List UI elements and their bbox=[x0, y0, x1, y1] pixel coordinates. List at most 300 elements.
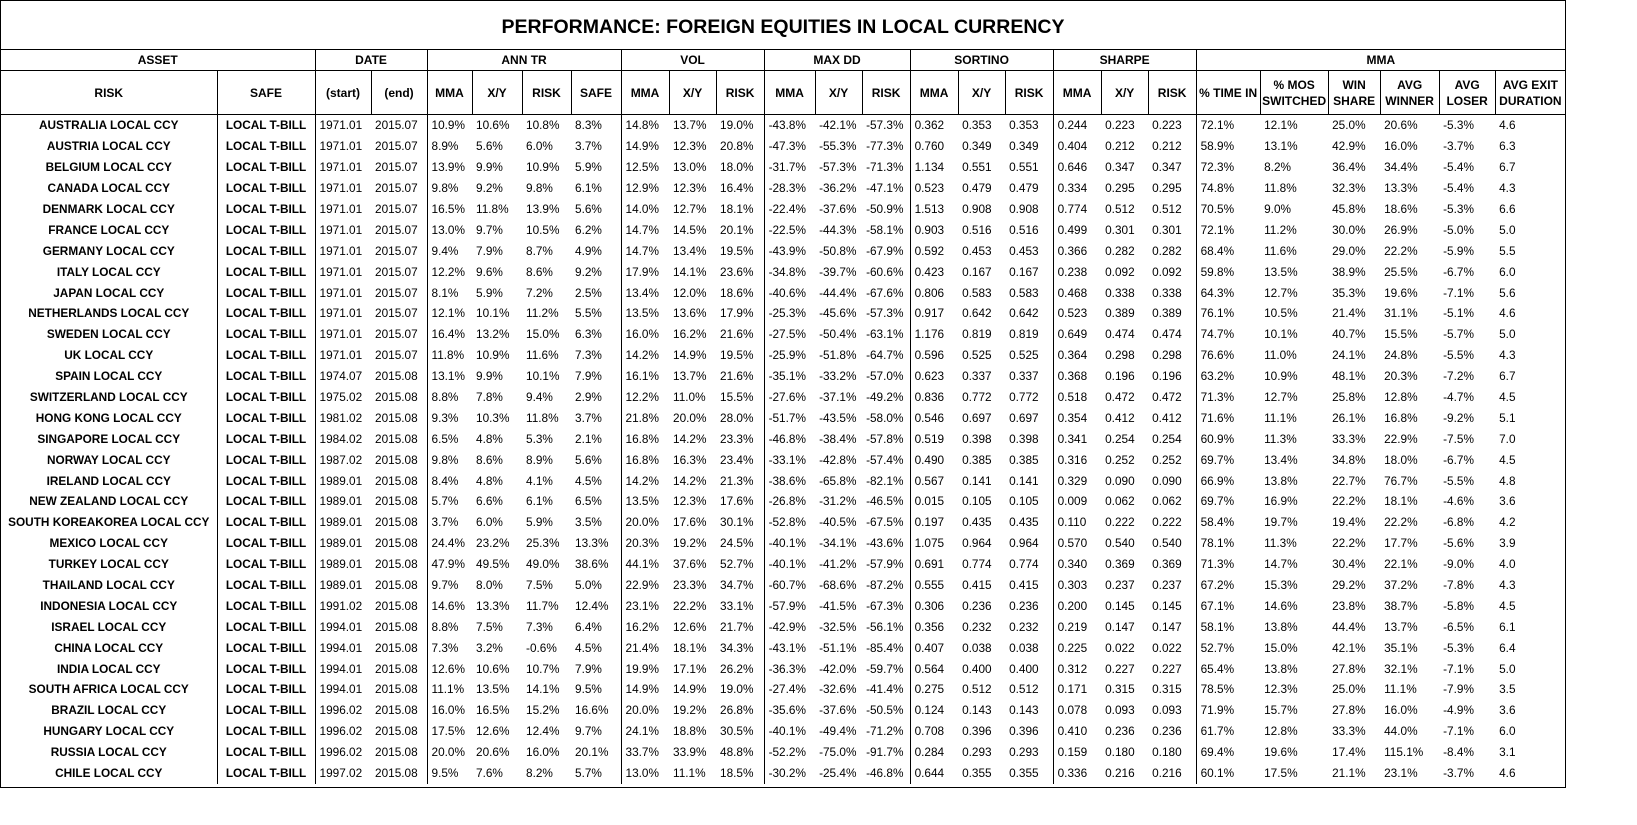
cell-vol-risk: 17.9% bbox=[720, 306, 754, 321]
cell-date-end: 2015.08 bbox=[375, 494, 418, 509]
cell-max-dd-risk: -47.1% bbox=[866, 181, 904, 196]
cell-sharpe-xy: 0.022 bbox=[1105, 640, 1135, 655]
cell-safe: LOCAL T-BILL bbox=[217, 366, 315, 387]
cell-risk: MEXICO LOCAL CCY bbox=[49, 536, 168, 551]
cell-max-dd-risk: -57.4% bbox=[866, 452, 904, 467]
cell-sortino-risk: 0.236 bbox=[1009, 598, 1039, 613]
cell-sortino-risk: 0.774 bbox=[1009, 557, 1039, 572]
cell-vol-mma: 14.0% bbox=[621, 199, 669, 220]
cell-ann-tr-safe: 4.5% bbox=[575, 640, 602, 655]
cell-ann-tr-risk: 6.1% bbox=[526, 494, 553, 509]
cell-avg-loser: -7.1% bbox=[1443, 285, 1474, 300]
cell-win-share: 29.2% bbox=[1332, 578, 1366, 593]
cell-vol-xy: 13.7% bbox=[673, 369, 707, 384]
cell-avg-loser: -7.1% bbox=[1443, 661, 1474, 676]
cell-safe: LOCAL T-BILL bbox=[217, 261, 315, 282]
cell-sharpe-xy: 0.282 bbox=[1105, 243, 1135, 258]
cell-vol-xy: 22.2% bbox=[673, 598, 707, 613]
cell-safe: LOCAL T-BILL bbox=[217, 282, 315, 303]
cell-pct-time-in: 60.1% bbox=[1196, 763, 1260, 784]
cell-vol-xy: 18.8% bbox=[673, 724, 707, 739]
cell-date-end: 2015.08 bbox=[375, 703, 418, 718]
cell-sortino-mma: 0.596 bbox=[910, 345, 958, 366]
cell-date-end: 2015.08 bbox=[375, 410, 418, 425]
cell-max-dd-risk: -85.4% bbox=[866, 640, 904, 655]
cell-sortino-xy: 0.400 bbox=[962, 661, 992, 676]
cell-risk: BELGIUM LOCAL CCY bbox=[45, 160, 172, 175]
cell-pct-time-in: 58.1% bbox=[1196, 616, 1260, 637]
cell-sortino-risk: 0.516 bbox=[1009, 222, 1039, 237]
cell-ann-tr-safe: 5.0% bbox=[575, 578, 602, 593]
cell-vol-mma: 20.0% bbox=[621, 512, 669, 533]
cell-vol-risk: 19.5% bbox=[720, 348, 754, 363]
cell-pct-mos-switched: 11.3% bbox=[1264, 536, 1297, 551]
cell-avg-exit-duration: 5.6 bbox=[1499, 285, 1516, 300]
cell-sortino-risk: 0.819 bbox=[1009, 327, 1039, 342]
cell-ann-tr-mma: 7.3% bbox=[427, 637, 472, 658]
cell-max-dd-risk: -50.5% bbox=[866, 703, 904, 718]
cell-risk: SINGAPORE LOCAL CCY bbox=[37, 431, 181, 446]
cell-sharpe-xy: 0.540 bbox=[1105, 536, 1135, 551]
cell-date-end: 2015.08 bbox=[375, 682, 418, 697]
cell-max-dd-mma: -38.6% bbox=[764, 470, 815, 491]
cell-ann-tr-risk: 6.0% bbox=[526, 139, 553, 154]
cell-sortino-risk: 0.453 bbox=[1009, 243, 1039, 258]
cell-sharpe-risk: 0.298 bbox=[1152, 348, 1182, 363]
cell-max-dd-risk: -57.9% bbox=[866, 557, 904, 572]
cell-sharpe-xy: 0.298 bbox=[1105, 348, 1135, 363]
cell-sharpe-xy: 0.223 bbox=[1105, 118, 1135, 133]
cell-sharpe-mma: 0.312 bbox=[1053, 658, 1101, 679]
cell-sharpe-xy: 0.062 bbox=[1105, 494, 1135, 509]
cell-avg-winner: 19.6% bbox=[1384, 285, 1418, 300]
cell-sharpe-xy: 0.212 bbox=[1105, 139, 1135, 154]
cell-sharpe-mma: 0.649 bbox=[1053, 324, 1101, 345]
cell-sortino-mma: 0.760 bbox=[910, 136, 958, 157]
cell-avg-winner: 38.7% bbox=[1384, 598, 1418, 613]
cell-pct-mos-switched: 17.5% bbox=[1264, 766, 1298, 781]
cell-ann-tr-risk: 7.5% bbox=[526, 578, 553, 593]
cell-sharpe-risk: 0.222 bbox=[1152, 515, 1182, 530]
table-row bbox=[1, 742, 1565, 763]
cell-vol-risk: 19.5% bbox=[720, 243, 754, 258]
cell-ann-tr-mma: 9.7% bbox=[427, 575, 472, 596]
cell-max-dd-mma: -60.7% bbox=[764, 575, 815, 596]
cell-ann-tr-xy: 13.3% bbox=[476, 598, 510, 613]
cell-sortino-mma: 0.284 bbox=[910, 742, 958, 763]
cell-ann-tr-risk: 9.8% bbox=[526, 181, 553, 196]
cell-sortino-xy: 0.964 bbox=[962, 536, 992, 551]
cell-win-share: 42.1% bbox=[1332, 640, 1366, 655]
cell-ann-tr-xy: 13.5% bbox=[476, 682, 510, 697]
cell-ann-tr-risk: 15.0% bbox=[526, 327, 560, 342]
cell-sortino-xy: 0.453 bbox=[962, 243, 992, 258]
cell-date-end: 2015.07 bbox=[375, 139, 418, 154]
cell-date-start: 1971.01 bbox=[315, 199, 371, 220]
cell-vol-xy: 12.7% bbox=[673, 202, 707, 216]
cell-sortino-risk: 0.479 bbox=[1009, 181, 1039, 196]
table-row bbox=[1, 157, 1565, 178]
cell-sortino-xy: 0.398 bbox=[962, 431, 992, 446]
cell-sortino-xy: 0.038 bbox=[962, 640, 992, 655]
cell-ann-tr-xy: 7.9% bbox=[476, 243, 503, 258]
cell-ann-tr-safe: 5.6% bbox=[575, 452, 602, 467]
cell-avg-exit-duration: 6.0 bbox=[1499, 724, 1516, 739]
cell-vol-xy: 23.3% bbox=[673, 578, 707, 593]
cell-ann-tr-xy: 10.6% bbox=[476, 118, 510, 133]
cell-max-dd-xy: -45.6% bbox=[819, 306, 857, 321]
cell-safe: LOCAL T-BILL bbox=[217, 136, 315, 157]
cell-risk: ITALY LOCAL CCY bbox=[56, 264, 161, 279]
cell-ann-tr-xy: 11.8% bbox=[476, 202, 509, 216]
cell-ann-tr-safe: 6.2% bbox=[575, 222, 602, 237]
cell-sortino-risk: 0.141 bbox=[1009, 473, 1039, 488]
cell-max-dd-risk: -59.7% bbox=[866, 661, 904, 676]
cell-risk: GERMANY LOCAL CCY bbox=[42, 243, 175, 258]
cell-date-end: 2015.07 bbox=[375, 264, 418, 279]
cell-date-start: 1971.01 bbox=[315, 303, 371, 324]
column-header-safe: SAFE bbox=[217, 71, 315, 115]
cell-risk: BRAZIL LOCAL CCY bbox=[51, 703, 167, 718]
column-header-risk: RISK bbox=[1, 71, 217, 115]
cell-sharpe-mma: 0.200 bbox=[1053, 595, 1101, 616]
cell-max-dd-mma: -34.8% bbox=[764, 261, 815, 282]
cell-vol-risk: 26.2% bbox=[720, 661, 754, 676]
cell-pct-mos-switched: 19.7% bbox=[1264, 515, 1298, 530]
cell-ann-tr-risk: 7.2% bbox=[526, 285, 553, 300]
cell-vol-xy: 19.2% bbox=[673, 536, 707, 551]
cell-avg-loser: -9.0% bbox=[1443, 557, 1474, 572]
cell-risk: CHILE LOCAL CCY bbox=[55, 766, 163, 781]
cell-vol-risk: 18.0% bbox=[720, 160, 754, 175]
cell-avg-exit-duration: 4.5 bbox=[1499, 598, 1516, 613]
cell-ann-tr-safe: 16.6% bbox=[575, 703, 609, 718]
cell-avg-loser: -5.8% bbox=[1443, 598, 1474, 613]
cell-pct-time-in: 71.6% bbox=[1196, 407, 1260, 428]
cell-sortino-mma: 0.836 bbox=[910, 387, 958, 408]
cell-date-start: 1971.01 bbox=[315, 240, 371, 261]
cell-risk: CHINA LOCAL CCY bbox=[54, 640, 164, 655]
cell-sortino-xy: 0.435 bbox=[962, 515, 992, 530]
cell-ann-tr-mma: 12.2% bbox=[427, 261, 472, 282]
cell-max-dd-xy: -31.2% bbox=[819, 494, 857, 509]
cell-avg-exit-duration: 6.4 bbox=[1499, 640, 1516, 655]
cell-vol-xy: 14.9% bbox=[673, 682, 707, 697]
cell-safe: LOCAL T-BILL bbox=[217, 512, 315, 533]
cell-ann-tr-safe: 2.9% bbox=[575, 390, 602, 405]
cell-sharpe-mma: 0.303 bbox=[1053, 575, 1101, 596]
cell-sortino-xy: 0.819 bbox=[962, 327, 992, 342]
cell-date-start: 1971.01 bbox=[315, 157, 371, 178]
cell-safe: LOCAL T-BILL bbox=[217, 679, 315, 700]
cell-sharpe-mma: 0.368 bbox=[1053, 366, 1101, 387]
cell-vol-risk: 15.5% bbox=[720, 390, 754, 405]
cell-max-dd-xy: -32.5% bbox=[819, 619, 857, 634]
table-row bbox=[1, 261, 1565, 282]
cell-win-share: 30.0% bbox=[1332, 222, 1366, 237]
cell-sharpe-risk: 0.252 bbox=[1152, 452, 1182, 467]
cell-sortino-xy: 0.512 bbox=[962, 682, 992, 697]
cell-date-end: 2015.08 bbox=[375, 369, 418, 384]
cell-date-start: 1971.01 bbox=[315, 261, 371, 282]
cell-date-start: 1981.02 bbox=[315, 407, 371, 428]
cell-date-end: 2015.08 bbox=[375, 619, 418, 634]
cell-sharpe-xy: 0.092 bbox=[1105, 264, 1135, 279]
cell-sortino-mma: 0.197 bbox=[910, 512, 958, 533]
group-header-asset: ASSET bbox=[1, 50, 315, 71]
cell-date-start: 1989.01 bbox=[315, 575, 371, 596]
cell-max-dd-xy: -38.4% bbox=[819, 431, 857, 446]
cell-vol-xy: 33.9% bbox=[673, 745, 707, 760]
cell-avg-winner: 16.0% bbox=[1384, 139, 1418, 154]
cell-max-dd-risk: -60.6% bbox=[866, 264, 904, 279]
cell-sharpe-risk: 0.412 bbox=[1152, 410, 1182, 425]
cell-sharpe-xy: 0.295 bbox=[1105, 181, 1135, 196]
table-row bbox=[1, 136, 1565, 157]
table-row bbox=[1, 115, 1565, 136]
cell-vol-mma: 16.0% bbox=[621, 324, 669, 345]
cell-risk: SOUTH AFRICA LOCAL CCY bbox=[28, 682, 189, 697]
cell-sortino-mma: 0.555 bbox=[910, 575, 958, 596]
cell-win-share: 48.1% bbox=[1332, 369, 1366, 384]
cell-ann-tr-safe: 7.9% bbox=[575, 369, 602, 384]
cell-risk: JAPAN LOCAL CCY bbox=[53, 285, 165, 300]
cell-risk: SWEDEN LOCAL CCY bbox=[46, 327, 171, 342]
cell-sortino-risk: 0.349 bbox=[1009, 139, 1039, 154]
group-header-ann-tr: ANN TR bbox=[427, 50, 621, 71]
cell-win-share: 35.3% bbox=[1332, 285, 1366, 300]
cell-vol-risk: 30.5% bbox=[720, 724, 754, 739]
cell-vol-xy: 18.1% bbox=[673, 640, 707, 655]
cell-vol-risk: 21.6% bbox=[720, 327, 754, 342]
cell-pct-time-in: 63.2% bbox=[1196, 366, 1260, 387]
column-header-pct-mos-switched: % MOS SWITCHED bbox=[1260, 71, 1328, 115]
cell-max-dd-risk: -87.2% bbox=[866, 578, 904, 593]
cell-max-dd-xy: -43.5% bbox=[819, 410, 857, 425]
cell-sortino-xy: 0.551 bbox=[962, 160, 992, 175]
cell-ann-tr-risk: 12.4% bbox=[526, 724, 560, 739]
cell-sortino-xy: 0.349 bbox=[962, 139, 992, 154]
cell-sharpe-xy: 0.512 bbox=[1105, 202, 1135, 216]
cell-sortino-mma: 0.623 bbox=[910, 366, 958, 387]
column-header-sortino-risk: RISK bbox=[1005, 71, 1053, 115]
cell-max-dd-xy: -34.1% bbox=[819, 536, 857, 551]
cell-ann-tr-mma: 20.0% bbox=[427, 742, 472, 763]
cell-risk: RUSSIA LOCAL CCY bbox=[50, 745, 167, 760]
cell-ann-tr-xy: 20.6% bbox=[476, 745, 510, 760]
cell-avg-loser: -5.1% bbox=[1443, 306, 1474, 321]
cell-risk: CANADA LOCAL CCY bbox=[47, 181, 171, 196]
cell-sharpe-xy: 0.315 bbox=[1105, 682, 1135, 697]
cell-vol-xy: 12.3% bbox=[673, 494, 707, 509]
cell-date-start: 1994.01 bbox=[315, 616, 371, 637]
cell-ann-tr-safe: 5.7% bbox=[575, 766, 602, 781]
cell-avg-loser: -9.2% bbox=[1443, 410, 1474, 425]
cell-sortino-risk: 0.908 bbox=[1009, 202, 1039, 216]
table-body bbox=[1, 115, 1565, 784]
cell-ann-tr-safe: 13.3% bbox=[575, 536, 609, 551]
column-header-sharpe-mma: MMA bbox=[1053, 71, 1101, 115]
cell-sharpe-risk: 0.237 bbox=[1152, 578, 1182, 593]
group-header-vol: VOL bbox=[621, 50, 764, 71]
cell-date-end: 2015.07 bbox=[375, 348, 418, 363]
cell-win-share: 24.1% bbox=[1332, 348, 1366, 363]
cell-max-dd-xy: -25.4% bbox=[819, 766, 857, 781]
cell-avg-loser: -8.4% bbox=[1443, 745, 1474, 760]
cell-ann-tr-xy: 10.1% bbox=[476, 306, 510, 321]
cell-sortino-xy: 0.479 bbox=[962, 181, 992, 196]
cell-avg-loser: -5.3% bbox=[1443, 118, 1474, 133]
cell-vol-risk: 20.1% bbox=[720, 222, 754, 237]
cell-vol-risk: 52.7% bbox=[720, 557, 754, 572]
cell-sortino-xy: 0.583 bbox=[962, 285, 992, 300]
cell-max-dd-risk: -46.8% bbox=[866, 766, 904, 781]
cell-sortino-risk: 0.143 bbox=[1009, 703, 1039, 718]
cell-avg-loser: -4.9% bbox=[1443, 703, 1474, 718]
cell-win-share: 22.2% bbox=[1332, 536, 1366, 551]
cell-win-share: 44.4% bbox=[1332, 619, 1366, 634]
cell-ann-tr-safe: 9.7% bbox=[575, 724, 602, 739]
cell-sortino-mma: 0.423 bbox=[910, 261, 958, 282]
cell-sharpe-xy: 0.196 bbox=[1105, 369, 1135, 384]
cell-date-start: 1996.02 bbox=[315, 742, 371, 763]
cell-max-dd-mma: -40.1% bbox=[764, 533, 815, 554]
column-header-avg-loser: AVG LOSER bbox=[1439, 71, 1495, 115]
cell-ann-tr-risk: 14.1% bbox=[526, 682, 560, 697]
cell-ann-tr-xy: 13.2% bbox=[476, 327, 510, 342]
cell-max-dd-risk: -71.3% bbox=[866, 160, 904, 175]
cell-ann-tr-risk: 25.3% bbox=[526, 536, 560, 551]
cell-win-share: 22.7% bbox=[1332, 473, 1366, 488]
cell-ann-tr-mma: 24.4% bbox=[427, 533, 472, 554]
cell-avg-exit-duration: 6.7 bbox=[1499, 160, 1516, 175]
cell-sortino-risk: 0.293 bbox=[1009, 745, 1039, 760]
cell-safe: LOCAL T-BILL bbox=[217, 345, 315, 366]
cell-pct-mos-switched: 13.8% bbox=[1264, 619, 1298, 634]
cell-ann-tr-safe: 9.5% bbox=[575, 682, 602, 697]
cell-vol-mma: 14.2% bbox=[621, 345, 669, 366]
cell-vol-risk: 19.0% bbox=[720, 118, 754, 133]
cell-max-dd-risk: -43.6% bbox=[866, 536, 904, 551]
cell-sharpe-xy: 0.090 bbox=[1105, 473, 1135, 488]
cell-max-dd-risk: -67.5% bbox=[866, 515, 904, 530]
cell-max-dd-xy: -41.5% bbox=[819, 598, 857, 613]
cell-sharpe-mma: 0.171 bbox=[1053, 679, 1101, 700]
cell-sharpe-mma: 0.468 bbox=[1053, 282, 1101, 303]
cell-ann-tr-risk: 8.6% bbox=[526, 264, 553, 279]
cell-max-dd-mma: -36.3% bbox=[764, 658, 815, 679]
cell-pct-time-in: 68.4% bbox=[1196, 240, 1260, 261]
cell-ann-tr-xy: 9.2% bbox=[476, 181, 503, 196]
cell-avg-winner: 13.7% bbox=[1384, 619, 1418, 634]
cell-max-dd-mma: -27.6% bbox=[764, 387, 815, 408]
cell-sortino-xy: 0.772 bbox=[962, 390, 992, 405]
cell-sortino-risk: 0.105 bbox=[1009, 494, 1039, 509]
cell-avg-exit-duration: 4.6 bbox=[1499, 118, 1516, 133]
cell-safe: LOCAL T-BILL bbox=[217, 554, 315, 575]
table-row bbox=[1, 575, 1565, 596]
cell-max-dd-xy: -37.6% bbox=[819, 703, 857, 718]
cell-safe: LOCAL T-BILL bbox=[217, 763, 315, 784]
cell-sortino-mma: 0.806 bbox=[910, 282, 958, 303]
cell-sortino-xy: 0.697 bbox=[962, 410, 992, 425]
cell-avg-loser: -7.5% bbox=[1443, 431, 1474, 446]
cell-date-start: 1974.07 bbox=[315, 366, 371, 387]
cell-sharpe-xy: 0.093 bbox=[1105, 703, 1135, 718]
cell-date-start: 1991.02 bbox=[315, 595, 371, 616]
cell-date-end: 2015.07 bbox=[375, 222, 418, 237]
cell-pct-time-in: 72.1% bbox=[1196, 219, 1260, 240]
cell-max-dd-risk: -77.3% bbox=[866, 139, 904, 154]
cell-pct-mos-switched: 11.6% bbox=[1264, 243, 1297, 258]
group-header-mma: MMA bbox=[1196, 50, 1565, 71]
cell-avg-winner: 16.0% bbox=[1384, 703, 1418, 718]
cell-ann-tr-xy: 9.9% bbox=[476, 369, 503, 384]
cell-vol-mma: 14.9% bbox=[621, 679, 669, 700]
cell-pct-time-in: 61.7% bbox=[1196, 721, 1260, 742]
cell-avg-winner: 22.9% bbox=[1384, 431, 1418, 446]
cell-safe: LOCAL T-BILL bbox=[217, 219, 315, 240]
cell-sharpe-risk: 0.145 bbox=[1152, 598, 1182, 613]
cell-avg-exit-duration: 4.6 bbox=[1499, 766, 1516, 781]
cell-avg-loser: -4.7% bbox=[1443, 390, 1474, 405]
cell-pct-time-in: 64.3% bbox=[1196, 282, 1260, 303]
cell-win-share: 42.9% bbox=[1332, 139, 1366, 154]
cell-ann-tr-xy: 10.3% bbox=[476, 410, 510, 425]
cell-max-dd-mma: -22.5% bbox=[764, 219, 815, 240]
cell-pct-time-in: 70.5% bbox=[1196, 199, 1260, 220]
group-header-max-dd: MAX DD bbox=[764, 50, 910, 71]
cell-vol-mma: 13.0% bbox=[621, 763, 669, 784]
cell-max-dd-xy: -51.1% bbox=[819, 640, 857, 655]
cell-avg-winner: 115.1% bbox=[1384, 745, 1424, 760]
cell-sortino-xy: 0.143 bbox=[962, 703, 992, 718]
cell-sharpe-mma: 0.238 bbox=[1053, 261, 1101, 282]
cell-date-start: 1975.02 bbox=[315, 387, 371, 408]
cell-ann-tr-risk: 13.9% bbox=[526, 202, 560, 216]
cell-max-dd-risk: -57.8% bbox=[866, 431, 904, 446]
cell-risk: NORWAY LOCAL CCY bbox=[47, 452, 171, 467]
cell-avg-loser: -6.8% bbox=[1443, 515, 1474, 530]
cell-sortino-mma: 0.124 bbox=[910, 700, 958, 721]
cell-ann-tr-xy: 7.8% bbox=[476, 390, 503, 405]
cell-pct-mos-switched: 10.5% bbox=[1264, 306, 1298, 321]
cell-avg-winner: 22.1% bbox=[1384, 557, 1418, 572]
cell-ann-tr-risk: 4.1% bbox=[526, 473, 553, 488]
cell-risk: HUNGARY LOCAL CCY bbox=[43, 724, 175, 739]
column-header-vol-mma: MMA bbox=[621, 71, 669, 115]
cell-max-dd-xy: -40.5% bbox=[819, 515, 857, 530]
cell-date-start: 1971.01 bbox=[315, 345, 371, 366]
cell-sortino-risk: 0.337 bbox=[1009, 369, 1039, 384]
cell-pct-mos-switched: 11.1% bbox=[1264, 410, 1297, 425]
cell-win-share: 25.0% bbox=[1332, 118, 1366, 133]
cell-sortino-xy: 0.642 bbox=[962, 306, 992, 321]
cell-sharpe-mma: 0.518 bbox=[1053, 387, 1101, 408]
cell-vol-xy: 13.0% bbox=[673, 160, 707, 175]
cell-ann-tr-xy: 9.9% bbox=[476, 160, 503, 175]
cell-risk: SOUTH KOREAKOREA LOCAL CCY bbox=[8, 515, 210, 530]
cell-pct-time-in: 71.3% bbox=[1196, 387, 1260, 408]
cell-sharpe-risk: 0.022 bbox=[1152, 640, 1182, 655]
cell-pct-time-in: 78.5% bbox=[1196, 679, 1260, 700]
cell-ann-tr-safe: 38.6% bbox=[575, 557, 609, 572]
cell-sharpe-mma: 0.219 bbox=[1053, 616, 1101, 637]
cell-ann-tr-mma: 14.6% bbox=[427, 595, 472, 616]
cell-sharpe-mma: 0.340 bbox=[1053, 554, 1101, 575]
cell-ann-tr-mma: 12.6% bbox=[427, 658, 472, 679]
cell-win-share: 34.8% bbox=[1332, 452, 1366, 467]
